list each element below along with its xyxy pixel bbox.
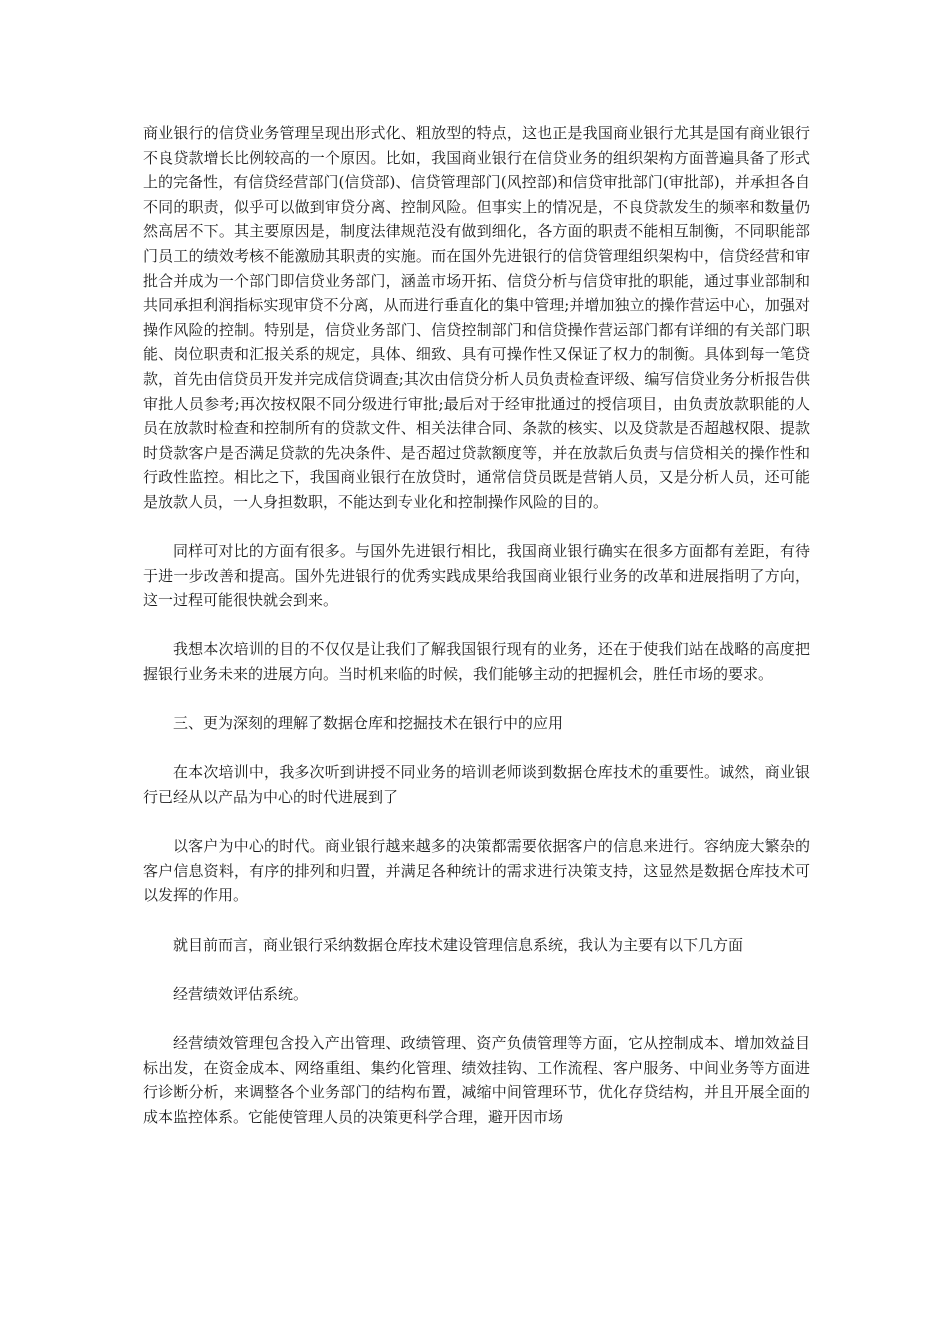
paragraph-customer-centric: 以客户为中心的时代。商业银行越来越多的决策都需要依据客户的信息来进行。容纳庞大繁杂的客户信息资料，有序的排列和归置，并满足各种统计的需求进行决策支持，这显然是数据仓库技术可以发挥的作用。 [143,837,810,905]
section-heading-data-warehouse: 三、更为深刻的理解了数据仓库和挖掘技术在银行中的应用 [173,714,564,733]
paragraph-training-purpose: 我想本次培训的目的不仅仅是让我们了解我国银行现有的业务，还在于使我们站在战略的高度把握银行业务未来的进展方向。当时机来临的时候，我们能够主动的把握机会，胜任市场的要求。 [143,640,810,684]
paragraph-credit-management: 商业银行的信贷业务管理呈现出形式化、粗放型的特点，这也正是我国商业银行尤其是国有商业银行不良贷款增长比例较高的一个原因。比如，我国商业银行在信贷业务的组织架构方面普遍具备了形式上的完备性，有信贷经营部门(信贷部)、信贷管理部门(风控部)和信贷审批部门(审批部)，并承担各自不同的职责，似乎可以做到审贷分离、控制风险。但事实上的情况是，不良贷款发生的频率和数量仍然高居不下。其主要原因是，制度法律规范没有做到细化，各方面的职责不能相互制衡，不同职能部门员工的绩效考核不能激励其职责的实施。而在国外先进银行的信贷管理组织架构中，信贷经营和审批合并成为一个部门即信贷业务部门，涵盖市场开拓、信贷分析与信贷审批的职能，通过事业部制和共同承担利润指标实现审贷不分离，从而进行垂直化的集中管理;并增加独立的操作营运中心，加强对操作风险的控制。特别是，信贷业务部门、信贷控制部门和信贷操作营运部门都有详细的有关部门职能、岗位职责和汇报关系的规定，具体、细致、具有可操作性又保证了权力的制衡。具体到每一笔贷款，首先由信贷员开发并完成信贷调查;其次由信贷分析人员负责检查评级、编写信贷业务分析报告供审批人员参考;再次按权限不同分级进行审批;最后对于经审批通过的授信项目，由负责放款职能的人员在放款时检查和控制所有的贷款文件、相关法律合同、条款的核实、以及贷款是否超越权限、提款时贷款客户是否满足贷款的先决条件、是否超过贷款额度等，并在放款后负责与信贷相关的操作性和行政性监控。相比之下，我国商业银行在放贷时，通常信贷员既是营销人员，又是分析人员，还可能是放款人员，一人身担数职，不能达到专业化和控制操作风险的目的。 [143,124,810,511]
subheading-performance-evaluation: 经营绩效评估系统。 [173,984,309,1003]
document-page [143,121,810,1129]
paragraph-performance-management: 经营绩效管理包含投入产出管理、政绩管理、资产负债管理等方面，它从控制成本、增加效益目标出发，在资金成本、网络重组、集约化管理、绩效挂钩、工作流程、客户服务、中间业务等方面进行诊断分析，来调整各个业务部门的结构布置，减缩中间管理环节，优化存贷结构，并且开展全面的成本监控体系。它能使管理人员的决策更科学合理，避开因市场 [143,1033,810,1126]
paragraph-comparison: 同样可对比的方面有很多。与国外先进银行相比，我国商业银行确实在很多方面都有差距，有待于进一步改善和提高。国外先进银行的优秀实践成果给我国商业银行业务的改革和进展指明了方向，这一过程可能很快就会到来。 [143,542,810,610]
paragraph-current-adoption: 就目前而言，商业银行采纳数据仓库技术建设管理信息系统，我认为主要有以下几方面 [173,935,744,954]
paragraph-data-warehouse-importance: 在本次培训中，我多次听到讲授不同业务的培训老师谈到数据仓库技术的重要性。诚然，商业银行已经从以产品为中心的时代进展到了 [143,763,810,807]
